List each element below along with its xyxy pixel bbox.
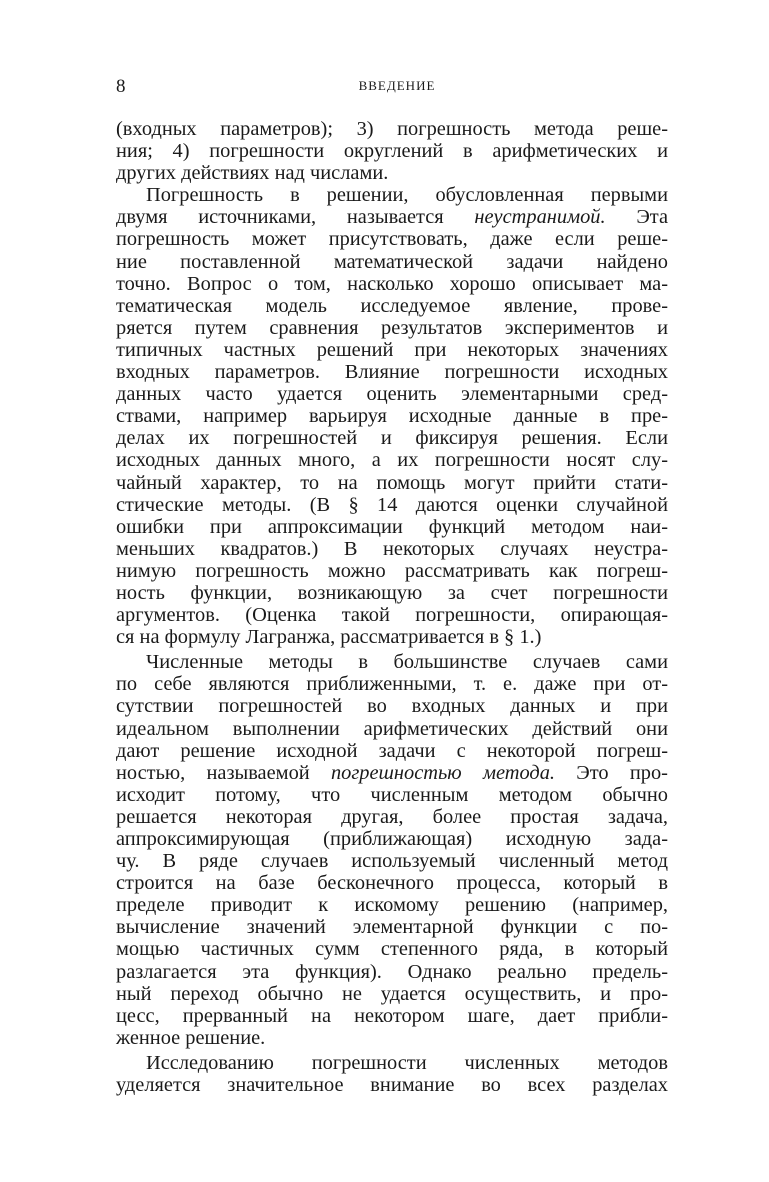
text-line: по себе являются приближенными, т. е. даже при от- bbox=[116, 673, 668, 696]
text-line: ствами, например варьируя исходные данные в пре- bbox=[116, 405, 668, 428]
text-line: ся на формулу Лагранжа, рассматривается в § 1.) bbox=[116, 626, 542, 649]
text-line: Исследованию погрешности численных методов bbox=[146, 1051, 668, 1074]
text-line: других действиях над числами. bbox=[116, 162, 389, 185]
text-line: ный переход обычно не удается осуществить, и про- bbox=[116, 982, 668, 1005]
text-line: аппроксимирующая (приближающая) исходную зада- bbox=[116, 828, 668, 850]
text-fragment: двумя источниками, называется bbox=[116, 206, 444, 229]
text-fragment: Это про- bbox=[576, 761, 668, 784]
text-line: (входных параметров); 3) погрешность метода реше- bbox=[116, 118, 668, 140]
text-line: входных параметров. Влияние погрешности исходных bbox=[116, 361, 668, 384]
text-line: стические методы. (В § 14 даются оценки случайной bbox=[116, 493, 668, 516]
text-line: аргументов. (Оценка такой погрешности, опирающая- bbox=[116, 604, 668, 627]
body-text bbox=[116, 118, 668, 1096]
text-line: меньших квадратов.) В некоторых случаях неустра- bbox=[116, 537, 668, 560]
text-line: цесс, прерванный на некотором шаге, дает прибли- bbox=[116, 1004, 668, 1027]
paragraph-2 bbox=[116, 184, 668, 648]
text-line: ние поставленной математической задачи найдено bbox=[116, 250, 668, 273]
emphasis-term: неустранимой. bbox=[474, 206, 606, 229]
text-line: данных часто удается оценить элементарными сред- bbox=[116, 383, 668, 406]
text-line: исходит потому, что численным методом обычно bbox=[116, 783, 668, 806]
text-line: исходных данных много, а их погрешности носят слу- bbox=[116, 449, 668, 472]
text-line: нимую погрешность можно рассматривать как погреш- bbox=[116, 559, 668, 582]
text-line: делах их погрешностей и фиксируя решения. Если bbox=[116, 427, 668, 450]
text-line: строится на базе бесконечного процесса, который в bbox=[116, 872, 668, 895]
section-title: ВВЕДЕНИЕ bbox=[358, 78, 436, 93]
text-line: ния; 4) погрешности округлений в арифметических и bbox=[116, 140, 668, 163]
page-number: 8 bbox=[116, 76, 126, 97]
emphasis-term: погрешностью метода. bbox=[330, 761, 556, 784]
running-head bbox=[116, 76, 668, 100]
text-line: чу. В ряде случаев используемый численный метод bbox=[116, 850, 668, 873]
text-line: тематическая модель исследуемое явление, прове- bbox=[116, 294, 668, 317]
text-line: мощью частичных сумм степенного ряда, в который bbox=[116, 938, 668, 961]
paragraph-1 bbox=[116, 118, 668, 184]
text-line: решается некоторая другая, более простая задача, bbox=[116, 805, 668, 828]
text-line: разлагается эта функция). Однако реально предель- bbox=[116, 960, 668, 983]
text-line: ошибки при аппроксимации функций методом наи- bbox=[116, 515, 668, 538]
paragraph-3 bbox=[116, 651, 668, 1049]
text-line: чайный характер, то на помощь могут прийти стати- bbox=[116, 471, 668, 494]
text-line: ряется путем сравнения результатов экспериментов и bbox=[116, 316, 668, 339]
text-line: идеальном выполнении арифметических действий они bbox=[116, 717, 668, 740]
text-line: ность функции, возникающую за счет погрешности bbox=[116, 581, 668, 604]
text-line: вычисление значений элементарной функции с по- bbox=[116, 916, 668, 939]
text-line: пределе приводит к искомому решению (например, bbox=[116, 894, 668, 917]
text-fragment: ностью, называемой bbox=[116, 761, 310, 784]
text-line-with-emphasis bbox=[116, 206, 668, 228]
text-line: Погрешность в решении, обусловленная первыми bbox=[146, 184, 668, 207]
text-line: дают решение исходной задачи с некоторой погреш- bbox=[116, 739, 668, 762]
text-line: Численные методы в большинстве случаев сами bbox=[146, 651, 668, 674]
text-line-with-emphasis bbox=[116, 762, 668, 784]
text-line: погрешность может присутствовать, даже если реше- bbox=[116, 228, 668, 251]
text-line: сутствии погрешностей во входных данных и при bbox=[116, 695, 668, 718]
paragraph-4 bbox=[116, 1052, 668, 1096]
text-line: уделяется значительное внимание во всех разделах bbox=[116, 1074, 668, 1097]
text-fragment: Эта bbox=[636, 206, 668, 229]
text-line: точно. Вопрос о том, насколько хорошо описывает ма- bbox=[116, 272, 668, 295]
text-line: типичных частных решений при некоторых значениях bbox=[116, 338, 668, 361]
text-line: женное решение. bbox=[116, 1026, 266, 1049]
